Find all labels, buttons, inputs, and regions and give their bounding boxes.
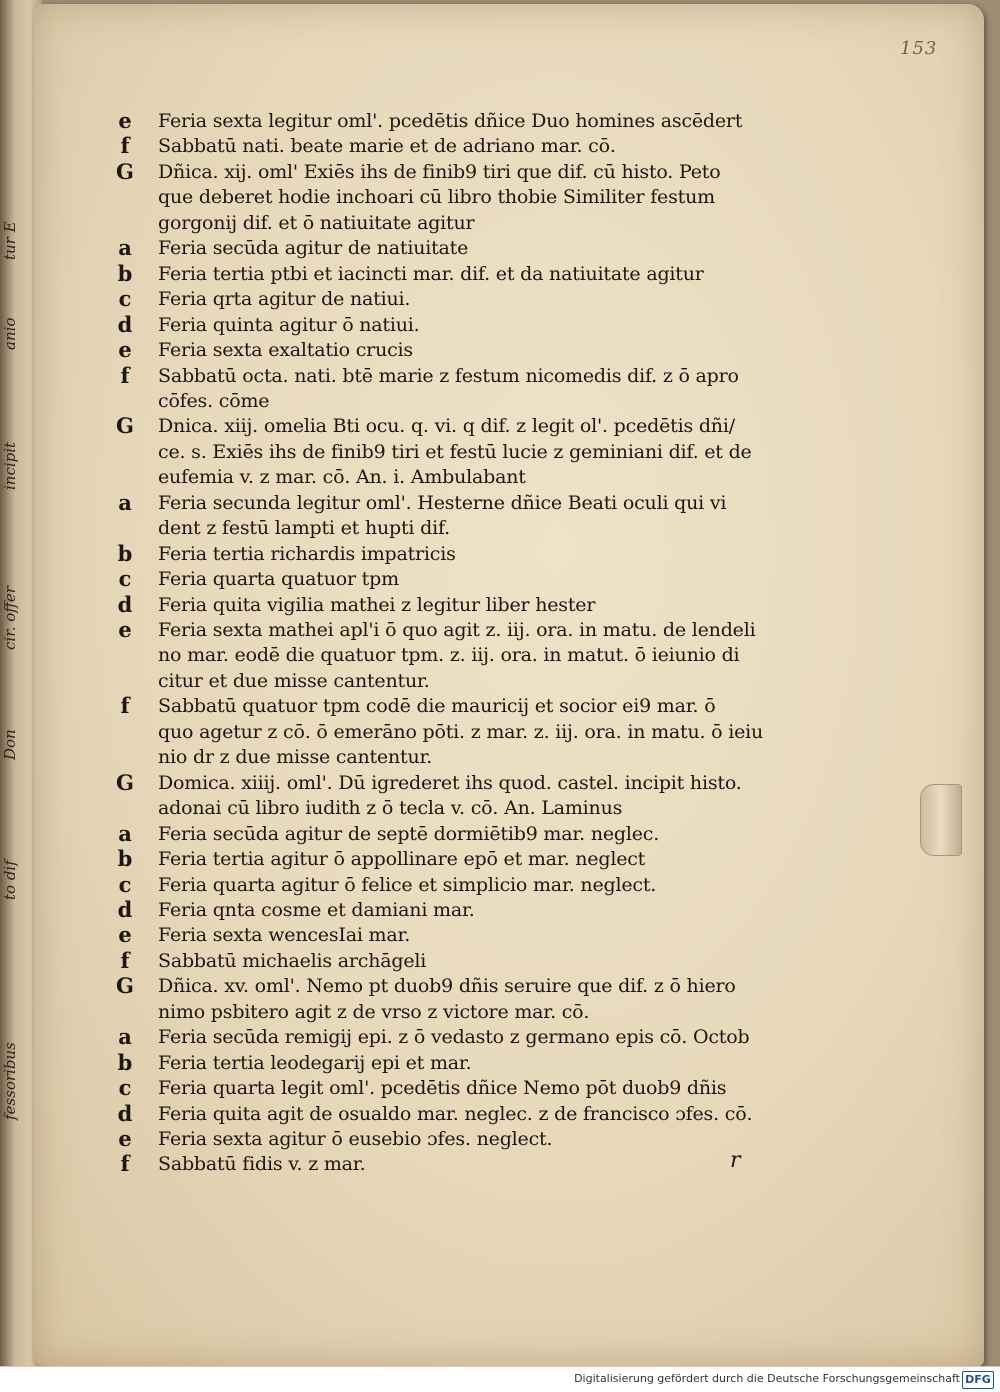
entry-text-line: Feria sexta exaltatio crucis bbox=[158, 339, 413, 362]
dominical-letter: d bbox=[117, 896, 133, 922]
entry-text-line: Feria tertia ptbi et iacincti mar. dif. et da natiuitate agitur bbox=[158, 262, 704, 285]
dominical-letter: c bbox=[118, 566, 132, 592]
entry-text-line: Feria secūda remigij epi. z ō vedasto z germano epis cō. Octob bbox=[158, 1026, 750, 1049]
dominical-letter: b bbox=[117, 846, 133, 872]
dominical-letter: e bbox=[118, 108, 132, 133]
dominical-letter: f bbox=[120, 1151, 130, 1177]
footer-bar bbox=[0, 1366, 1000, 1392]
footer-credit: Digitalisierung gefördert durch die Deutsche Forschungsgemeinschaft bbox=[574, 1372, 960, 1385]
dominical-letter: d bbox=[117, 1100, 133, 1126]
dominical-letter: e bbox=[118, 922, 132, 948]
entry-text-line: Feria secūda agitur de septē dormiētib9 mar. neglec. bbox=[158, 822, 660, 845]
facing-page-fragment: anio bbox=[1, 317, 19, 350]
entry-text-line: Feria quita agit de osualdo mar. neglec. z de francisco ɔfes. cō. bbox=[158, 1102, 753, 1125]
entry-text-line: Feria secūda agitur de natiuitate bbox=[158, 237, 469, 260]
entry-text-line: Dñica. xv. oml'. Nemo pt duob9 dñis seruire que dif. z ō hiero bbox=[158, 975, 736, 998]
entry-text-line: Sabbatū octa. nati. btē marie z festum nicomedis dif. z ō apro bbox=[158, 364, 739, 387]
dominical-letter: G bbox=[116, 973, 134, 999]
entry-text-line: Dnica. xiij. omelia Bti ocu. q. vi. q dif. z legit ol'. pcedētis dñi/ bbox=[158, 415, 735, 438]
entry-text-line: Feria quita vigilia mathei z legitur liber hester bbox=[158, 593, 596, 616]
entry-text-line: Feria quarta agitur ō felice et simplicio mar. neglect. bbox=[158, 873, 657, 896]
entry-text-line: Feria sexta wencesIai mar. bbox=[158, 924, 411, 947]
dominical-letter: e bbox=[118, 337, 132, 363]
entry-text-line: Feria secunda legitur oml'. Hesterne dñice Beati oculi qui vi bbox=[158, 491, 727, 514]
entry-text-line: Sabbatū quatuor tpm codē die mauricij et socior ei9 mar. ō bbox=[158, 695, 716, 718]
dominical-letter: e bbox=[118, 617, 132, 642]
dominical-letter: c bbox=[118, 871, 132, 897]
facing-page-fragment: tur E bbox=[1, 221, 19, 260]
entry-text-line: Feria sexta legitur oml'. pcedētis dñice Duo homines ascēdert bbox=[158, 110, 743, 132]
dominical-letter: c bbox=[118, 286, 132, 312]
facing-page-fragment: incipit bbox=[1, 441, 19, 490]
entry-text-line: Feria sexta agitur ō eusebio ɔfes. neglect. bbox=[158, 1128, 553, 1150]
dfg-logo[interactable]: DFG bbox=[962, 1371, 994, 1389]
dominical-letter: G bbox=[116, 158, 134, 184]
dominical-letter: G bbox=[116, 413, 134, 439]
dominical-letter: d bbox=[117, 311, 133, 337]
entry-text-line: Feria quinta agitur ō natiui. bbox=[158, 313, 420, 336]
dominical-letter: f bbox=[120, 693, 130, 719]
entry-text-line: quo agetur z cō. ō emerāno pōti. z mar. z. iij. ora. in matu. ō ieiu bbox=[158, 720, 764, 743]
entry-text-line: ce. s. Exiēs ihs de finib9 tiri et festū lucie z geminiani dif. et de bbox=[158, 440, 752, 463]
entry-text-line: dent z festū lampti et hupti dif. bbox=[158, 517, 450, 540]
dominical-letter: f bbox=[120, 362, 130, 388]
entry-text-line: adonai cū libro iudith z ō tecla v. cō. An. Laminus bbox=[158, 797, 623, 820]
entry-text-line: Sabbatū nati. beate marie et de adriano mar. cō. bbox=[158, 135, 616, 158]
page-clip bbox=[920, 784, 962, 856]
entry-text-line: nio dr z due misse cantentur. bbox=[158, 746, 433, 769]
entry-text-line: Feria tertia leodegarij epi et mar. bbox=[158, 1051, 472, 1074]
entry-text-line: Feria quarta quatuor tpm bbox=[158, 568, 399, 591]
entry-text-line: cōfes. cōme bbox=[158, 389, 270, 412]
entry-text-line: citur et due misse cantentur. bbox=[158, 669, 430, 692]
facing-page-fragment: fessoribus bbox=[1, 1042, 19, 1120]
entry-text-line: gorgonij dif. et ō natiuitate agitur bbox=[158, 211, 475, 234]
dominical-letter: a bbox=[118, 235, 132, 261]
dominical-letter: f bbox=[120, 133, 130, 159]
entry-text-line: Feria tertia richardis impatricis bbox=[158, 542, 456, 565]
dominical-letter: G bbox=[116, 769, 134, 795]
facing-page-fragment: cir. offer bbox=[1, 586, 19, 650]
entry-text-line: Feria qnta cosme et damiani mar. bbox=[158, 898, 475, 921]
entry-text-line: Feria qrta agitur de natiui. bbox=[158, 288, 411, 311]
entry-text-line: Feria quarta legit oml'. pcedētis dñice Nemo pōt duob9 dñis bbox=[158, 1077, 727, 1100]
dominical-letter: e bbox=[118, 1126, 132, 1151]
entry-text-line: Sabbatū michaelis archāgeli bbox=[158, 949, 427, 972]
entry-text-line: Feria tertia agitur ō appollinare epō et mar. neglect bbox=[158, 848, 646, 871]
dominical-letter: a bbox=[118, 820, 132, 846]
entry-text-line: no mar. eodē die quatuor tpm. z. iij. ora. in matut. ō ieiunio di bbox=[158, 644, 740, 667]
dominical-letter: a bbox=[118, 489, 132, 515]
dominical-letter: f bbox=[120, 947, 130, 973]
dominical-letter: a bbox=[118, 1024, 132, 1050]
entry-text-line: Dñica. xij. oml' Exiēs ihs de finib9 tiri que dif. cū histo. Peto bbox=[158, 160, 721, 183]
entry-text-line: nimo psbitero agit z de vrso z victore mar. cō. bbox=[158, 1000, 590, 1023]
entry-text-line: eufemia v. z mar. cō. An. i. Ambulabant bbox=[158, 466, 526, 489]
dominical-letter: b bbox=[117, 540, 133, 566]
dominical-letter: b bbox=[117, 1049, 133, 1075]
entry-text-line: Domica. xiiij. oml'. Dū igrederet ihs quod. castel. incipit histo. bbox=[158, 771, 742, 794]
signature-mark: r bbox=[730, 1148, 741, 1173]
folio-number: 153 bbox=[900, 38, 938, 59]
dominical-letter: b bbox=[117, 260, 133, 286]
entry-text-line: que deberet hodie inchoari cū libro thobie Similiter festum bbox=[158, 186, 715, 209]
entry-text-line: Feria sexta mathei apl'i ō quo agit z. iij. ora. in matu. de lendeli bbox=[158, 619, 756, 641]
entry-text-line: Sabbatū fidis v. z mar. bbox=[158, 1153, 366, 1176]
facing-page-fragment: to dif bbox=[1, 860, 19, 900]
facing-page-fragment: Don bbox=[1, 729, 19, 760]
dominical-letter: d bbox=[117, 591, 133, 617]
dominical-letter: c bbox=[118, 1075, 132, 1101]
